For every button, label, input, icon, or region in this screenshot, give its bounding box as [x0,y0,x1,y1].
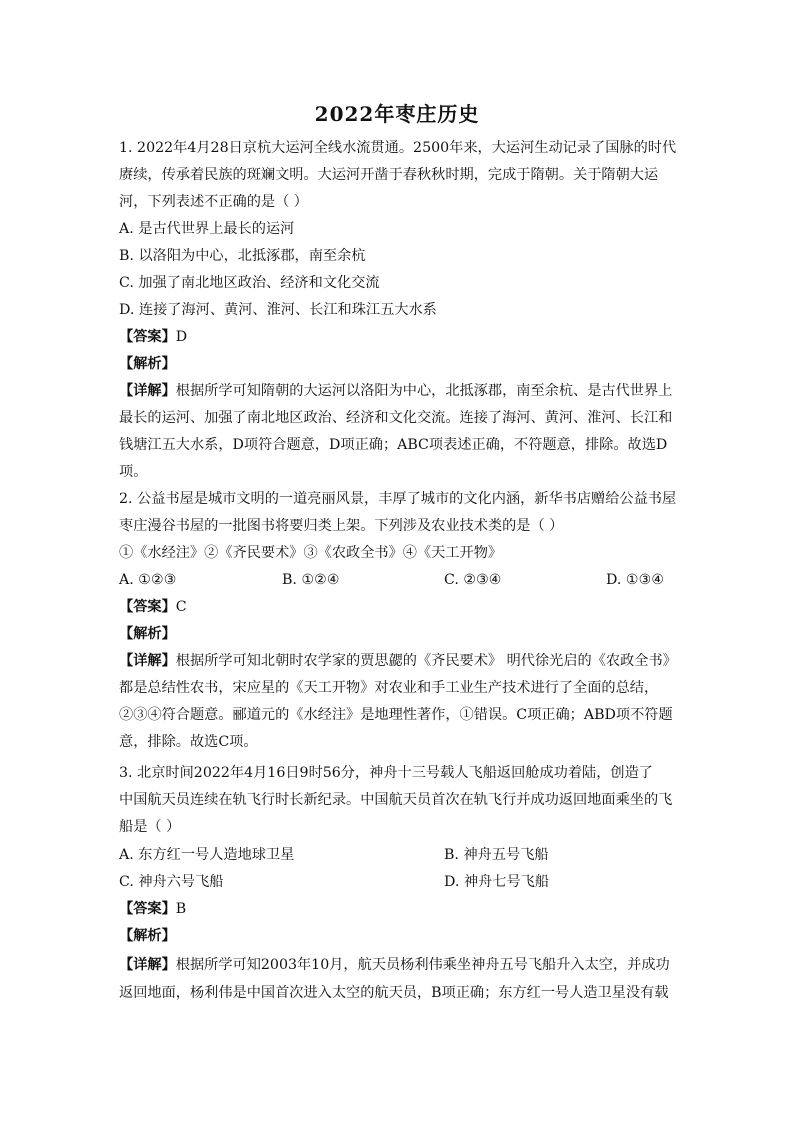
q1-option-b: B. 以洛阳为中心，北抵涿郡，南至余杭 [119,248,366,264]
q1-option-a: A. 是古代世界上最长的运河 [119,221,295,237]
q2-answer [119,597,679,617]
detail-text: 根据所学可知2003年10月，航天员杨利伟乘坐神舟五号飞船升入太空，并成功 [175,957,670,973]
q2-stem-line-1: 2. 公益书屋是城市文明的一道亮丽风景，丰厚了城市的文化内涵，新华书店赠给公益书屋 [119,491,677,507]
detail-text: 根据所学可知隋朝的大运河以洛阳为中心，北抵涿郡，南至余杭、是古代世界上 [175,383,673,399]
detail-label: 【详解】 [119,653,176,669]
q3-stem-line-2: 中国航天员连续在轨飞行时长新纪录。中国航天员首次在轨飞行并成功返回地面乘坐的飞 [119,792,673,808]
page-title: 2022年枣庄历史 [314,102,480,126]
q1-analysis-label: 【解析】 [119,356,176,372]
q1-detail-line-2: 最长的运河、加强了南北地区政治、经济和文化交流。连接了海河、黄河、淮河、长江和 [119,410,673,426]
q3-option-a: A. 东方红一号人造地球卫星 [119,847,295,863]
detail-text: 根据所学可知北朝时农学家的贾思勰的《齐民要术》 明代徐光启的《农政全书》 [175,653,677,669]
q3-stem-line-3: 船是（ ） [119,819,181,835]
q3-stem-line-1: 3. 北京时间2022年4月16日9时56分，神舟十三号载人飞船返回舱成功着陆，创造了 [119,765,653,781]
q1-stem-line-2: 赓续，传承着民族的斑斓文明。大运河开凿于春秋秋时期，完成于隋朝。关于隋朝大运 [119,167,659,183]
answer-label: 【答案】 [119,599,176,615]
q2-detail-line-1 [119,651,679,671]
q3-option-b: B. 神舟五号飞船 [444,847,549,863]
answer-label: 【答案】 [119,329,176,345]
q2-stem-line-2: 枣庄漫谷书屋的一批图书将要归类上架。下列涉及农业技术类的是（ ） [119,518,564,534]
q1-answer [119,327,679,347]
q1-option-c: C. 加强了南北地区政治、经济和文化交流 [119,275,380,291]
q2-option-a: A. ①②③ [119,572,177,588]
q3-detail-line-1 [119,955,679,975]
q3-option-c: C. 神舟六号飞船 [119,874,224,890]
q3-analysis-label: 【解析】 [119,928,176,944]
answer-value: C [175,599,187,615]
answer-value: B [175,901,187,917]
answer-label: 【答案】 [119,901,176,917]
q3-detail-line-2: 返回地面，杨利伟是中国首次进入太空的航天员，B项正确；东方红一号人造卫星没有载 [119,985,669,1001]
q3-option-d: D. 神舟七号飞船 [444,874,550,890]
detail-label: 【详解】 [119,383,176,399]
q3-answer [119,899,679,919]
detail-label: 【详解】 [119,957,176,973]
q2-detail-line-4: 意，排除。故选C项。 [119,734,258,750]
q2-option-c: C. ②③④ [444,572,502,588]
q1-detail-line-4: 项。 [119,464,148,480]
q2-detail-line-2: 都是总结性农书，宋应星的《天工开物》对农业和手工业生产技术进行了全面的总结， [119,680,659,696]
answer-value: D [175,329,188,345]
q1-stem-line-1: 1. 2022年4月28日京杭大运河全线水流贯通。2500年来，大运河生动记录了国脉的时代 [119,140,677,156]
q2-option-d: D. ①③④ [606,572,665,588]
q1-detail-line-3: 钱塘江五大水系，D项符合题意，D项正确；ABC项表述正确，不符题意，排除。故选D [119,437,668,453]
q1-option-d: D. 连接了海河、黄河、淮河、长江和珠江五大水系 [119,302,437,318]
q2-analysis-label: 【解析】 [119,626,176,642]
q2-stem-line-3: ①《水经注》②《齐民要术》③《农政全书》④《天工开物》 [119,545,503,561]
q2-option-b: B. ①②④ [282,572,340,588]
q1-detail-line-1 [119,381,679,401]
q2-detail-line-3: ②③④符合题意。郦道元的《水经注》是地理性著作，①错误。C项正确；ABD项不符题 [119,707,673,723]
q1-stem-line-3: 河，下列表述不正确的是（ ） [119,194,308,210]
